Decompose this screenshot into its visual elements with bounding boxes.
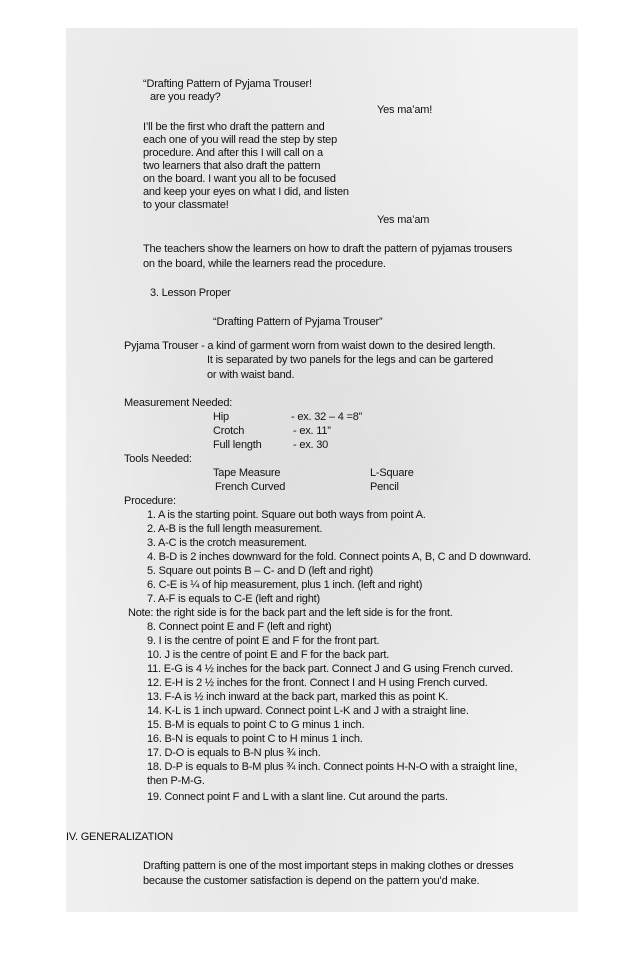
- procedure-step: 6. C-E is ¼ of hip measurement, plus 1 inch. (left and right): [147, 579, 423, 591]
- procedure-step: 11. E-G is 4 ½ inches for the back part. Connect J and G using French curved.: [147, 663, 513, 675]
- generalization-heading: IV. GENERALIZATION: [66, 831, 174, 843]
- teacher-line: two learners that also draft the pattern: [143, 160, 321, 172]
- teacher-line: on the board. I want you all to be focused: [143, 173, 336, 185]
- teacher-line: each one of you will read the step by step: [143, 134, 338, 146]
- procedure-step: 8. Connect point E and F (left and right): [147, 621, 332, 633]
- teacher-note: on the board, while the learners read the procedure.: [143, 258, 386, 270]
- teacher-line: to your classmate!: [143, 199, 229, 211]
- procedure-note: Note: the right side is for the back part and the left side is for the front.: [128, 607, 453, 619]
- learner-response: Yes ma’am!: [377, 104, 433, 116]
- definition-line: or with waist band.: [207, 369, 295, 381]
- measurement-name: Crotch: [213, 425, 245, 437]
- procedure-step: 16. B-N is equals to point C to H minus 1 inch.: [147, 733, 363, 745]
- procedure-step: 12. E-H is 2 ½ inches for the front. Connect I and H using French curved.: [147, 677, 488, 689]
- tools-heading: Tools Needed:: [124, 453, 192, 465]
- procedure-step: 10. J is the centre of point E and F for the back part.: [147, 649, 390, 661]
- learner-response: Yes ma’am: [377, 214, 430, 226]
- teacher-note: The teachers show the learners on how to draft the pattern of pyjamas trousers: [143, 243, 512, 255]
- procedure-step: 3. A-C is the crotch measurement.: [147, 537, 307, 549]
- procedure-step: 13. F-A is ½ inch inward at the back part, marked this as point K.: [147, 691, 449, 703]
- procedure-step: 15. B-M is equals to point C to G minus 1 inch.: [147, 719, 365, 731]
- procedure-step: 2. A-B is the full length measurement.: [147, 523, 323, 535]
- measurement-value: - ex. 30: [293, 439, 329, 451]
- procedure-step: 19. Connect point F and L with a slant line. Cut around the parts.: [147, 791, 448, 803]
- measurement-name: Full length: [213, 439, 262, 451]
- teacher-line: I’ll be the first who draft the pattern and: [143, 121, 325, 133]
- teacher-line: procedure. And after this I will call on a: [143, 147, 323, 159]
- lesson-title: “Drafting Pattern of Pyjama Trouser”: [213, 316, 383, 328]
- intro-line: are you ready?: [150, 91, 221, 103]
- tool-item: Pencil: [370, 481, 399, 493]
- procedure-step: 17. D-O is equals to B-N plus ¾ inch.: [147, 747, 321, 759]
- procedure-step: 4. B-D is 2 inches downward for the fold. Connect points A, B, C and D downward.: [147, 551, 531, 563]
- definition-line: Pyjama Trouser - a kind of garment worn from waist down to the desired length.: [124, 340, 496, 352]
- definition-line: It is separated by two panels for the legs and can be gartered: [207, 354, 494, 366]
- tool-item: L-Square: [370, 467, 414, 479]
- intro-line: “Drafting Pattern of Pyjama Trouser!: [143, 78, 312, 90]
- procedure-step: 18. D-P is equals to B-M plus ¾ inch. Connect points H-N-O with a straight line,: [147, 761, 518, 773]
- section-heading: 3. Lesson Proper: [150, 287, 231, 299]
- procedure-step: then P-M-G.: [147, 775, 205, 787]
- generalization-text: because the customer satisfaction is depend on the pattern you’d make.: [143, 875, 480, 887]
- procedure-step: 5. Square out points B – C- and D (left and right): [147, 565, 374, 577]
- teacher-line: and keep your eyes on what I did, and listen: [143, 186, 349, 198]
- measurement-value: - ex. 32 – 4 =8”: [291, 411, 363, 423]
- procedure-step: 14. K-L is 1 inch upward. Connect point L-K and J with a straight line.: [147, 705, 469, 717]
- measurement-value: - ex. 11”: [293, 425, 331, 437]
- tool-item: French Curved: [215, 481, 286, 493]
- procedure-step: 1. A is the starting point. Square out both ways from point A.: [147, 509, 426, 521]
- procedure-step: 9. I is the centre of point E and F for the front part.: [147, 635, 380, 647]
- procedure-heading: Procedure:: [124, 495, 176, 507]
- measurement-name: Hip: [213, 411, 229, 423]
- generalization-text: Drafting pattern is one of the most important steps in making clothes or dresses: [143, 860, 514, 872]
- procedure-step: 7. A-F is equals to C-E (left and right): [147, 593, 320, 605]
- tool-item: Tape Measure: [213, 467, 281, 479]
- measurement-heading: Measurement Needed:: [124, 397, 233, 409]
